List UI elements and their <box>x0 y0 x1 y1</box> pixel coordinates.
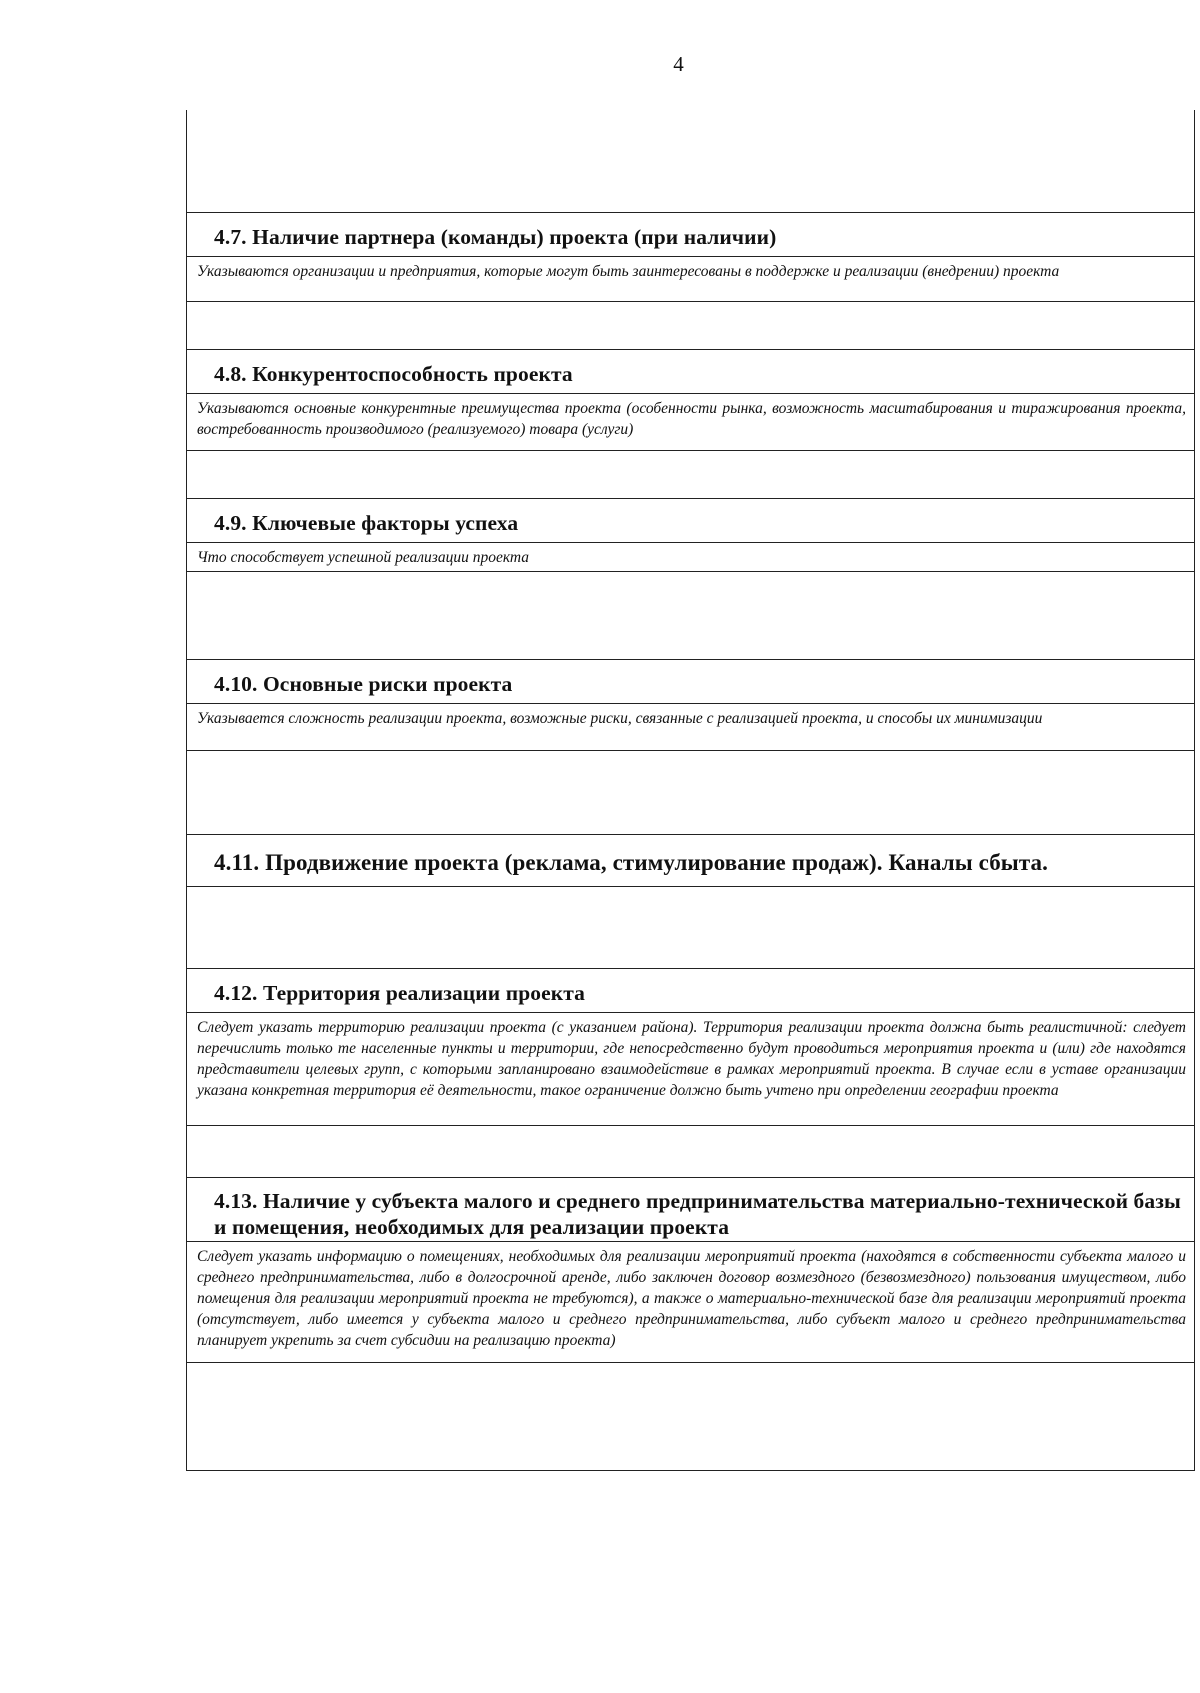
form-table <box>186 110 1195 1471</box>
section-hint-4-9: Что способствует успешной реализации проекта <box>187 543 1194 572</box>
section-hint-4-10: Указывается сложность реализации проекта, возможные риски, связанные с реализацией проекта, и способы их минимизации <box>187 704 1194 751</box>
section-heading-4-9: 4.9. Ключевые факторы успеха <box>187 499 1194 543</box>
answer-field-4-13[interactable] <box>187 1363 1194 1470</box>
answer-field-4-11[interactable] <box>187 887 1194 969</box>
section-hint-4-13: Следует указать информацию о помещениях, необходимых для реализации мероприятий проекта (находятся в собственности субъекта малого и среднего предпринимательства, либо в долгосрочной аренде, либо заключен договор возмездного (безвозмездного) пользования имуществом, либо помещения для реализации мероприятий проекта не требуются), а также о материально-технической базе для реализации мероприятий проекта (отсутствует, либо имеется у субъекта малого и среднего предпринимательства, либо субъект малого и среднего предпринимательства планирует укрепить за счет субсидии на реализацию проекта) <box>187 1242 1194 1363</box>
section-hint-4-12: Следует указать территорию реализации проекта (с указанием района). Территория реализации проекта должна быть реалистичной: следует перечислить только те населенные пункты и территории, где непосредственно будут проводиться мероприятия проекта и (или) где находятся представители целевых групп, с которыми запланировано взаимодействие в рамках мероприятий проекта. В случае если в уставе организации указана конкретная территория её деятельности, такое ограничение должно быть учтено при определении географии проекта <box>187 1013 1194 1126</box>
answer-field-previous[interactable] <box>187 110 1194 213</box>
answer-field-4-10[interactable] <box>187 751 1194 835</box>
section-hint-4-8: Указываются основные конкурентные преимущества проекта (особенности рынка, возможность масштабирования и тиражирования проекта, востребованность производимого (реализуемого) товара (услуги) <box>187 394 1194 451</box>
section-heading-4-13: 4.13. Наличие у субъекта малого и среднего предпринимательства материально-технической базы и помещения, необходимых для реализации проекта <box>187 1178 1194 1242</box>
section-heading-4-10: 4.10. Основные риски проекта <box>187 660 1194 704</box>
section-hint-4-7: Указываются организации и предприятия, которые могут быть заинтересованы в поддержке и реализации (внедрении) проекта <box>187 257 1194 302</box>
section-heading-4-7: 4.7. Наличие партнера (команды) проекта (при наличии) <box>187 213 1194 257</box>
section-heading-4-12: 4.12. Территория реализации проекта <box>187 969 1194 1013</box>
section-heading-4-11: 4.11. Продвижение проекта (реклама, стимулирование продаж). Каналы сбыта. <box>187 835 1194 887</box>
section-heading-4-8: 4.8. Конкурентоспособность проекта <box>187 350 1194 394</box>
answer-field-4-9[interactable] <box>187 572 1194 660</box>
answer-field-4-8[interactable] <box>187 451 1194 499</box>
answer-field-4-7[interactable] <box>187 302 1194 350</box>
answer-field-4-12[interactable] <box>187 1126 1194 1178</box>
page-number: 4 <box>673 52 684 76</box>
